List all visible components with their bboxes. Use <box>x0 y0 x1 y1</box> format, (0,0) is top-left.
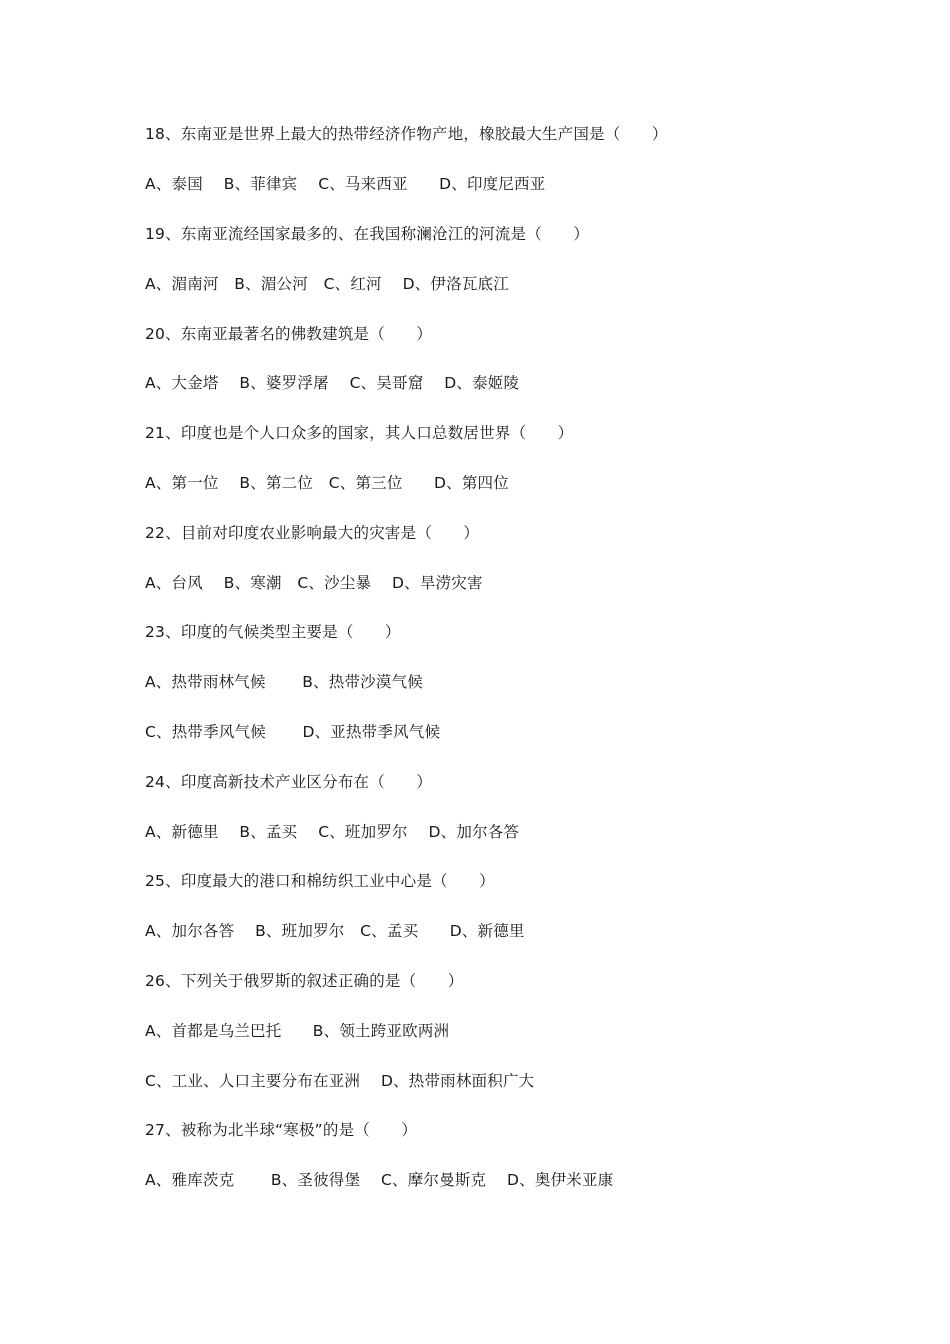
options-21: A、第一位 B、第二位 C、第三位 D、第四位 <box>145 474 509 492</box>
options-26-row-2: C、工业、人口主要分布在亚洲 D、热带雨林面积广大 <box>145 1072 535 1090</box>
options-23-row-1: A、热带雨林气候 B、热带沙漠气候 <box>145 673 423 691</box>
options-25: A、加尔各答 B、班加罗尔 C、孟买 D、新德里 <box>145 922 525 940</box>
options-20: A、大金塔 B、婆罗浮屠 C、吴哥窟 D、泰姬陵 <box>145 374 520 392</box>
question-21: 21、印度也是个人口众多的国家，其人口总数居世界（ ） <box>145 424 574 442</box>
question-25: 25、印度最大的港口和棉纺织工业中心是（ ） <box>145 872 495 890</box>
question-26: 26、下列关于俄罗斯的叙述正确的是（ ） <box>145 972 464 990</box>
question-24: 24、印度高新技术产业区分布在（ ） <box>145 773 433 791</box>
question-18: 18、东南亚是世界上最大的热带经济作物产地，橡胶最大生产国是（ ） <box>145 125 668 143</box>
question-20: 20、东南亚最著名的佛教建筑是（ ） <box>145 325 433 343</box>
options-19: A、湄南河 B、湄公河 C、红河 D、伊洛瓦底江 <box>145 275 509 293</box>
question-23: 23、印度的气候类型主要是（ ） <box>145 623 401 641</box>
options-24: A、新德里 B、孟买 C、班加罗尔 D、加尔各答 <box>145 823 520 841</box>
options-23-row-2: C、热带季风气候 D、亚热带季风气候 <box>145 723 441 741</box>
question-27: 27、被称为北半球“寒极”的是（ ） <box>145 1121 418 1139</box>
options-18: A、泰国 B、菲律宾 C、马来西亚 D、印度尼西亚 <box>145 175 546 193</box>
question-19: 19、东南亚流经国家最多的、在我国称澜沧江的河流是（ ） <box>145 225 590 243</box>
options-27: A、雅库茨克 B、圣彼得堡 C、摩尔曼斯克 D、奥伊米亚康 <box>145 1171 614 1189</box>
question-22: 22、目前对印度农业影响最大的灾害是（ ） <box>145 524 480 542</box>
options-22: A、台风 B、寒潮 C、沙尘暴 D、旱涝灾害 <box>145 574 483 592</box>
options-26-row-1: A、首都是乌兰巴托 B、领土跨亚欧两洲 <box>145 1022 450 1040</box>
